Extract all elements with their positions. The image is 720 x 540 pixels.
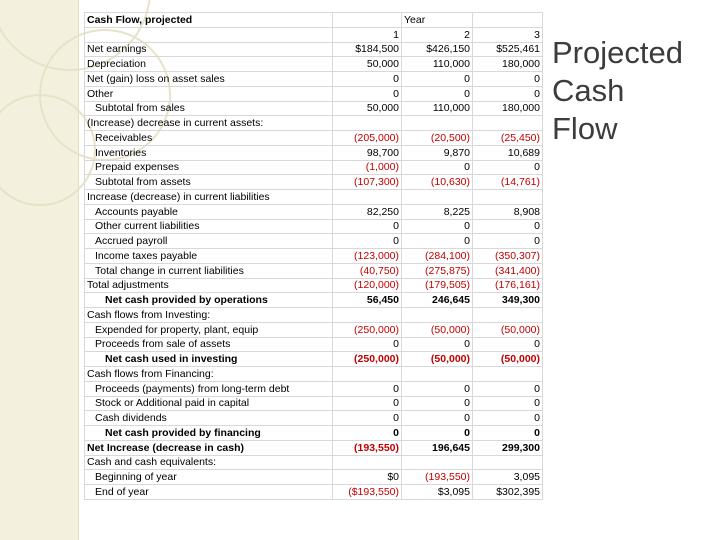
- table-row: [85, 219, 543, 234]
- year-row-spacer: [85, 27, 333, 42]
- table-row: [85, 367, 543, 382]
- year-3-value: 0: [473, 337, 543, 352]
- table-row: [85, 263, 543, 278]
- year-3-value: $525,461: [473, 42, 543, 57]
- table-row: [85, 86, 543, 101]
- year-1-value: (250,000): [333, 322, 402, 337]
- year-label: Year: [402, 13, 473, 28]
- year-1-value: (1,000): [333, 160, 402, 175]
- row-label: Beginning of year: [85, 470, 333, 485]
- table-row: [85, 440, 543, 455]
- row-label: Receivables: [85, 131, 333, 146]
- year-3-value: (341,400): [473, 263, 543, 278]
- row-label: Net cash used in investing: [85, 352, 333, 367]
- year-1-value: 50,000: [333, 57, 402, 72]
- year-1-value: (193,550): [333, 440, 402, 455]
- table-header-row: [85, 13, 543, 28]
- row-label: Other: [85, 86, 333, 101]
- year-2-value: 0: [402, 426, 473, 441]
- year-3-value: 349,300: [473, 293, 543, 308]
- year-1-value: [333, 308, 402, 323]
- table-row: [85, 204, 543, 219]
- year-3-value: [473, 367, 543, 382]
- year-2-value: (179,505): [402, 278, 473, 293]
- row-label: Cash dividends: [85, 411, 333, 426]
- row-label: Subtotal from sales: [85, 101, 333, 116]
- row-label: Cash flows from Investing:: [85, 308, 333, 323]
- year-3-value: 8,908: [473, 204, 543, 219]
- year-1-value: 0: [333, 411, 402, 426]
- table-row: [85, 116, 543, 131]
- slide-title: [552, 34, 712, 148]
- year-numbers-row: [85, 27, 543, 42]
- table-row: [85, 234, 543, 249]
- year-3-value: 0: [473, 160, 543, 175]
- year-number: 3: [473, 27, 543, 42]
- year-3-value: 0: [473, 72, 543, 87]
- year-2-value: (193,550): [402, 470, 473, 485]
- table-row: [85, 396, 543, 411]
- row-label: Increase (decrease) in current liabilities: [85, 190, 333, 205]
- year-3-value: [473, 190, 543, 205]
- row-label: Total adjustments: [85, 278, 333, 293]
- row-label: Cash and cash equivalents:: [85, 455, 333, 470]
- year-1-value: [333, 367, 402, 382]
- table-row: [85, 293, 543, 308]
- year-2-value: 0: [402, 72, 473, 87]
- year-3-value: 0: [473, 219, 543, 234]
- year-3-value: [473, 116, 543, 131]
- year-2-value: (10,630): [402, 175, 473, 190]
- year-3-value: (350,307): [473, 249, 543, 264]
- slide-title-line: Projected: [552, 35, 683, 70]
- year-3-value: 180,000: [473, 101, 543, 116]
- table-row: [85, 249, 543, 264]
- year-1-value: (40,750): [333, 263, 402, 278]
- row-label: Stock or Additional paid in capital: [85, 396, 333, 411]
- row-label: Accrued payroll: [85, 234, 333, 249]
- row-label: End of year: [85, 485, 333, 500]
- year-3-value: [473, 308, 543, 323]
- table-row: [85, 160, 543, 175]
- table-row: [85, 470, 543, 485]
- row-label: Other current liabilities: [85, 219, 333, 234]
- row-label: Expended for property, plant, equip: [85, 322, 333, 337]
- year-2-value: [402, 367, 473, 382]
- year-1-value: [333, 455, 402, 470]
- slide-title-line: Cash: [552, 73, 625, 108]
- header-spacer: [473, 13, 543, 28]
- year-3-value: (176,161): [473, 278, 543, 293]
- row-label: Inventories: [85, 145, 333, 160]
- table-row: [85, 381, 543, 396]
- table-row: [85, 337, 543, 352]
- row-label: Proceeds from sale of assets: [85, 337, 333, 352]
- table-row: [85, 101, 543, 116]
- row-label: Cash flows from Financing:: [85, 367, 333, 382]
- table-row: [85, 42, 543, 57]
- year-1-value: (250,000): [333, 352, 402, 367]
- year-number: 2: [402, 27, 473, 42]
- table-row: [85, 278, 543, 293]
- year-1-value: 0: [333, 72, 402, 87]
- year-1-value: 98,700: [333, 145, 402, 160]
- table-title: Cash Flow, projected: [85, 13, 333, 28]
- year-2-value: 196,645: [402, 440, 473, 455]
- year-number: 1: [333, 27, 402, 42]
- year-2-value: 0: [402, 86, 473, 101]
- year-3-value: 0: [473, 396, 543, 411]
- row-label: Total change in current liabilities: [85, 263, 333, 278]
- year-3-value: (14,761): [473, 175, 543, 190]
- year-2-value: (284,100): [402, 249, 473, 264]
- year-3-value: 180,000: [473, 57, 543, 72]
- year-1-value: (107,300): [333, 175, 402, 190]
- year-1-value: 56,450: [333, 293, 402, 308]
- year-2-value: (275,875): [402, 263, 473, 278]
- year-1-value: (123,000): [333, 249, 402, 264]
- year-3-value: (25,450): [473, 131, 543, 146]
- year-2-value: 0: [402, 396, 473, 411]
- year-1-value: 0: [333, 86, 402, 101]
- table-row: [85, 57, 543, 72]
- year-1-value: $184,500: [333, 42, 402, 57]
- year-1-value: 50,000: [333, 101, 402, 116]
- year-3-value: 3,095: [473, 470, 543, 485]
- table-row: [85, 308, 543, 323]
- year-1-value: 0: [333, 337, 402, 352]
- row-label: Net cash provided by financing: [85, 426, 333, 441]
- table-row: [85, 175, 543, 190]
- year-1-value: (205,000): [333, 131, 402, 146]
- year-2-value: (50,000): [402, 352, 473, 367]
- year-3-value: 0: [473, 381, 543, 396]
- year-2-value: 246,645: [402, 293, 473, 308]
- year-3-value: (50,000): [473, 322, 543, 337]
- year-2-value: [402, 190, 473, 205]
- table-row: [85, 426, 543, 441]
- year-2-value: [402, 116, 473, 131]
- header-spacer: [333, 13, 402, 28]
- row-label: Accounts payable: [85, 204, 333, 219]
- year-3-value: 0: [473, 426, 543, 441]
- table-row: [85, 411, 543, 426]
- year-2-value: [402, 455, 473, 470]
- year-2-value: 8,225: [402, 204, 473, 219]
- row-label: Depreciation: [85, 57, 333, 72]
- row-label: Prepaid expenses: [85, 160, 333, 175]
- year-3-value: [473, 455, 543, 470]
- row-label: Net cash provided by operations: [85, 293, 333, 308]
- cash-flow-table: [84, 12, 543, 500]
- year-1-value: ($193,550): [333, 485, 402, 500]
- table-row: [85, 190, 543, 205]
- year-1-value: 0: [333, 234, 402, 249]
- row-label: Net Increase (decrease in cash): [85, 440, 333, 455]
- year-3-value: 0: [473, 86, 543, 101]
- year-3-value: $302,395: [473, 485, 543, 500]
- year-3-value: 0: [473, 411, 543, 426]
- year-2-value: [402, 308, 473, 323]
- year-1-value: $0: [333, 470, 402, 485]
- row-label: Net (gain) loss on asset sales: [85, 72, 333, 87]
- year-3-value: 0: [473, 234, 543, 249]
- row-label: (Increase) decrease in current assets:: [85, 116, 333, 131]
- year-2-value: $426,150: [402, 42, 473, 57]
- year-2-value: 0: [402, 219, 473, 234]
- year-2-value: (50,000): [402, 322, 473, 337]
- table-row: [85, 145, 543, 160]
- year-2-value: 0: [402, 234, 473, 249]
- year-2-value: 110,000: [402, 101, 473, 116]
- table-row: [85, 72, 543, 87]
- year-1-value: 0: [333, 426, 402, 441]
- year-1-value: 0: [333, 396, 402, 411]
- year-2-value: (20,500): [402, 131, 473, 146]
- year-2-value: 0: [402, 337, 473, 352]
- table-row: [85, 322, 543, 337]
- table-row: [85, 485, 543, 500]
- year-2-value: 0: [402, 381, 473, 396]
- year-3-value: 10,689: [473, 145, 543, 160]
- year-2-value: 0: [402, 411, 473, 426]
- table-row: [85, 455, 543, 470]
- table-row: [85, 131, 543, 146]
- year-3-value: (50,000): [473, 352, 543, 367]
- year-2-value: 9,870: [402, 145, 473, 160]
- year-1-value: 82,250: [333, 204, 402, 219]
- row-label: Net earnings: [85, 42, 333, 57]
- year-1-value: [333, 116, 402, 131]
- year-1-value: 0: [333, 381, 402, 396]
- year-2-value: $3,095: [402, 485, 473, 500]
- year-1-value: [333, 190, 402, 205]
- year-1-value: 0: [333, 219, 402, 234]
- row-label: Subtotal from assets: [85, 175, 333, 190]
- slide-title-line: Flow: [552, 111, 618, 146]
- year-1-value: (120,000): [333, 278, 402, 293]
- table-row: [85, 352, 543, 367]
- year-2-value: 0: [402, 160, 473, 175]
- row-label: Income taxes payable: [85, 249, 333, 264]
- row-label: Proceeds (payments) from long-term debt: [85, 381, 333, 396]
- year-3-value: 299,300: [473, 440, 543, 455]
- year-2-value: 110,000: [402, 57, 473, 72]
